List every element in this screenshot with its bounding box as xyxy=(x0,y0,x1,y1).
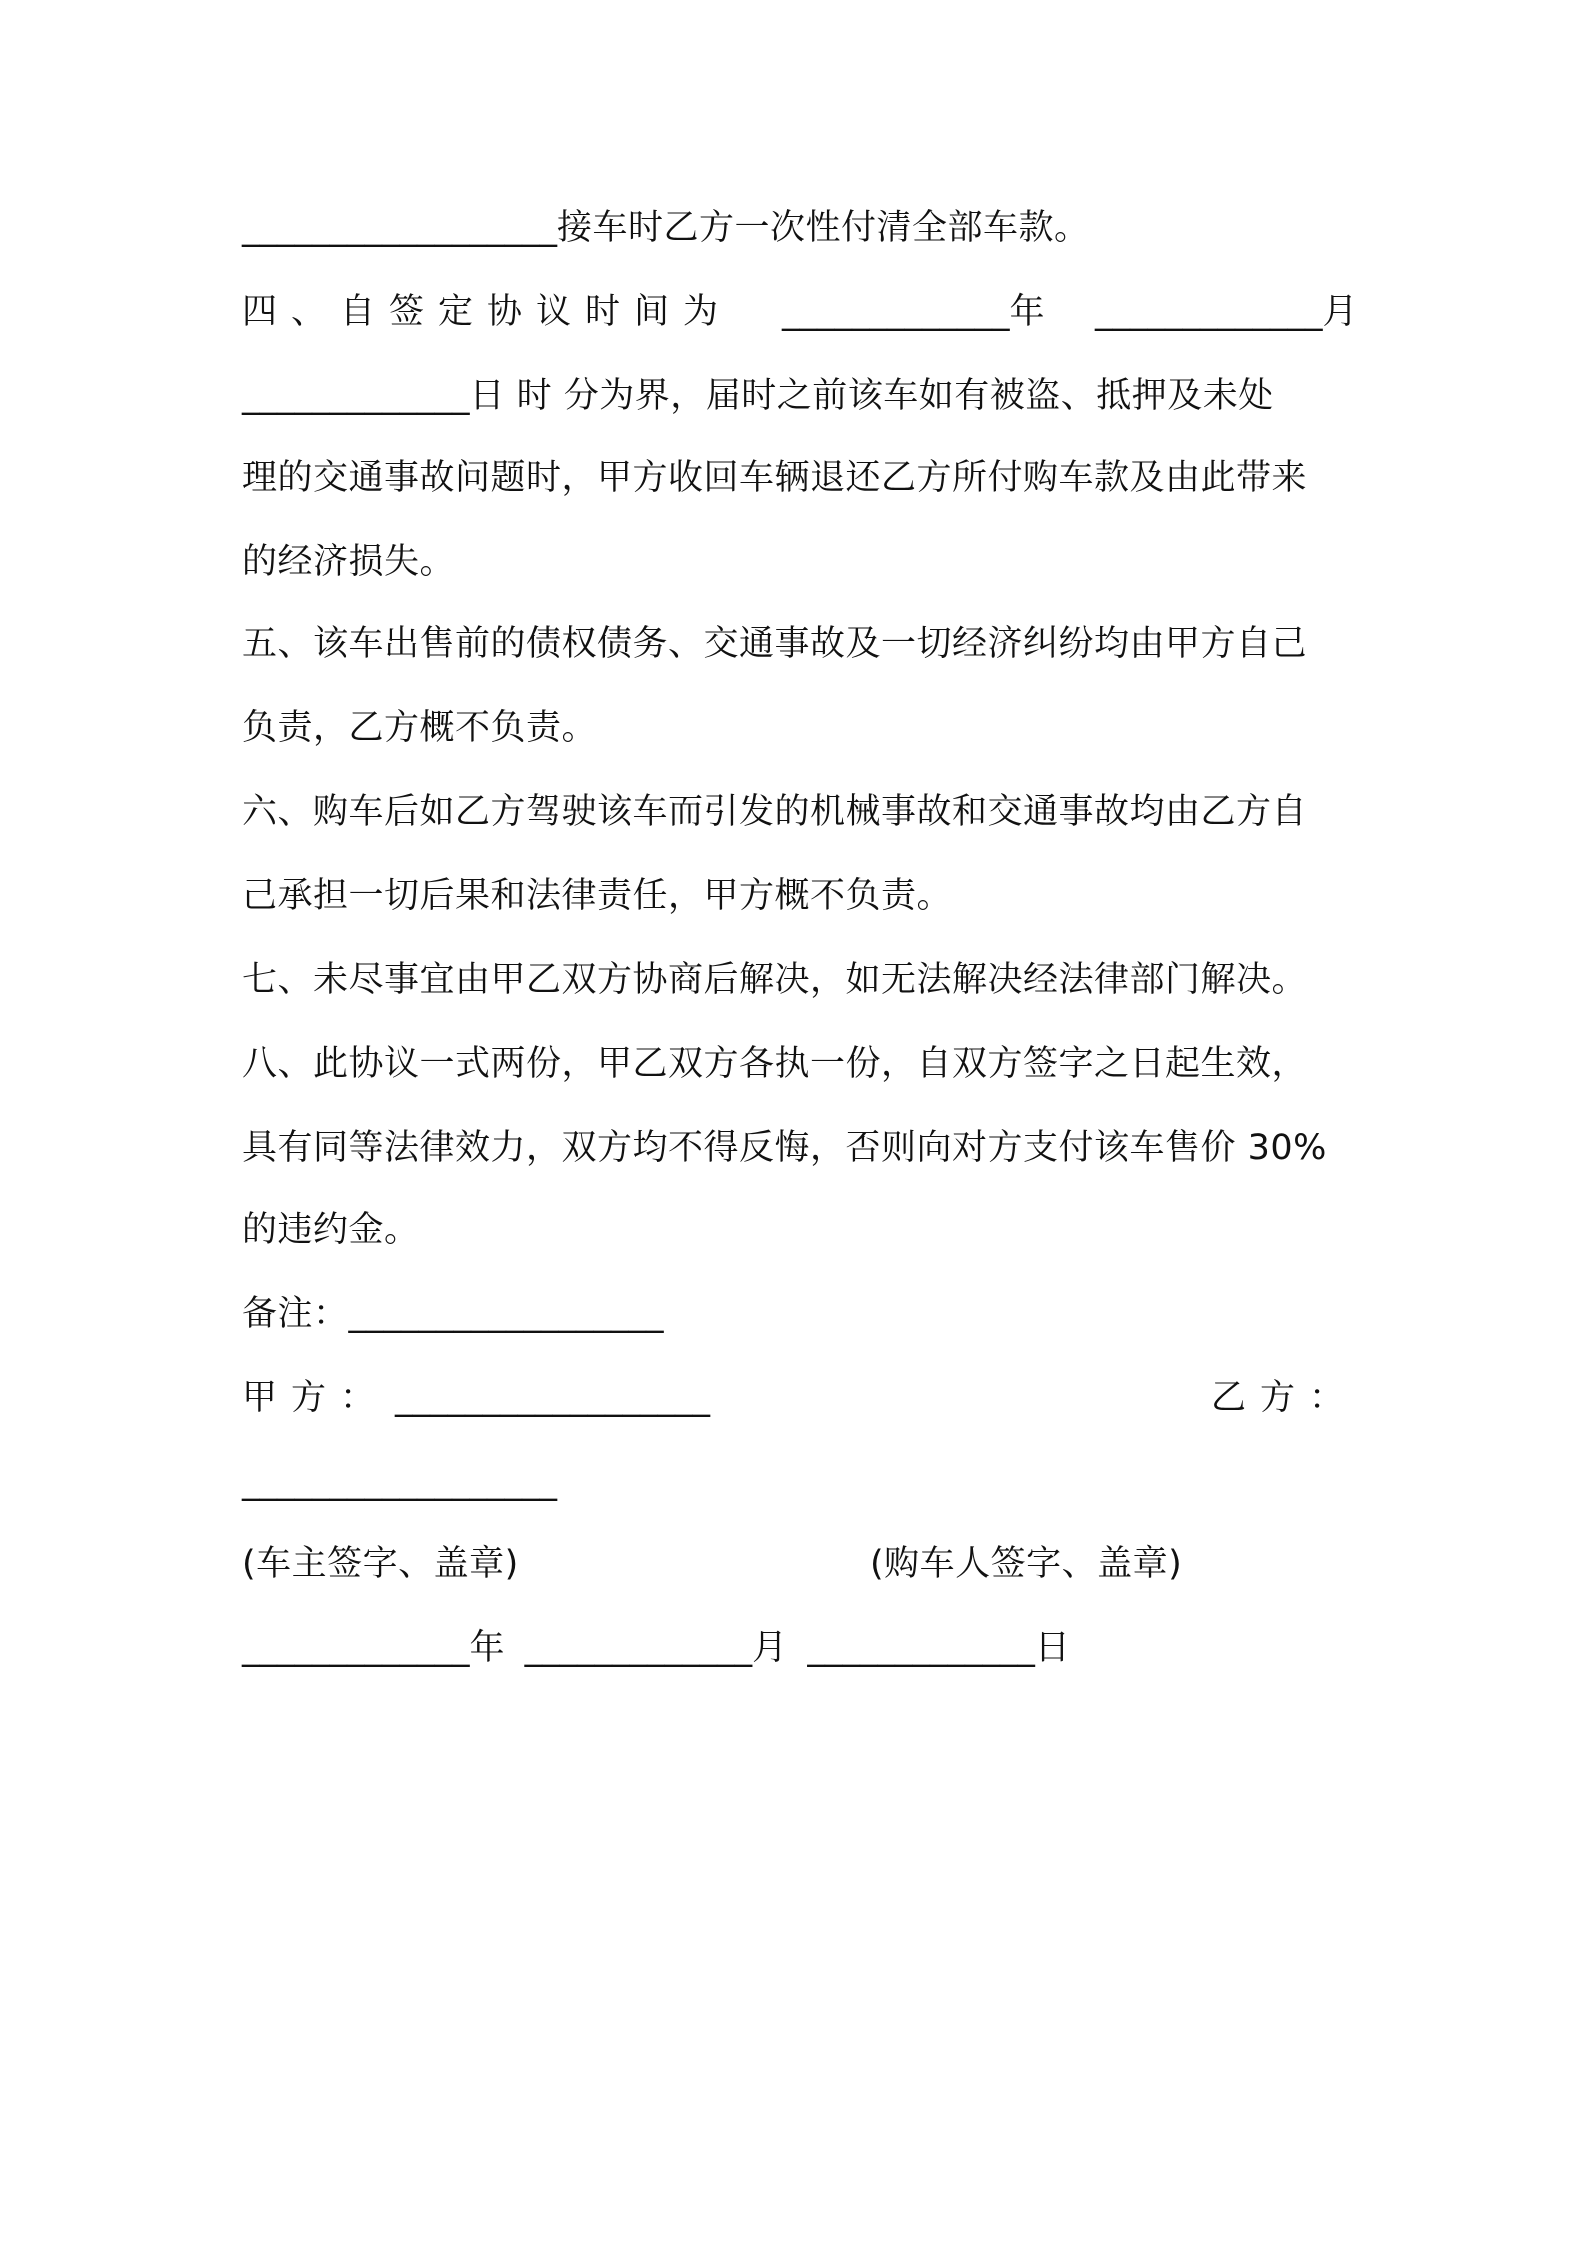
remarks-label: 备注： xyxy=(242,1294,349,1334)
clause-five-line-1 xyxy=(242,614,1358,674)
clause-eight-text-2: 具有同等法律效力，双方均不得反悔，否则向对方支付该车售价 30% xyxy=(242,1128,1327,1168)
clause-four-line-1 xyxy=(242,282,1358,342)
clause-eight-text-3: 的违约金。 xyxy=(242,1210,420,1250)
clause-four-text-3: 理的交通事故问题时，甲方收回车辆退还乙方所付购车款及由此带来 xyxy=(242,458,1308,498)
signing-year-blank[interactable]: _____________ xyxy=(242,1628,470,1668)
signing-date-line xyxy=(242,1618,1358,1678)
party-b-label: 乙方： xyxy=(1210,1378,1358,1418)
payment-clause-line xyxy=(242,198,1358,258)
signing-day-blank[interactable]: _____________ xyxy=(807,1628,1035,1668)
clause-four-label: 四、自签定协议时间为 xyxy=(242,292,733,332)
remarks-blank[interactable]: __________________ xyxy=(348,1294,664,1334)
parties-line xyxy=(242,1368,1358,1428)
clause-four-line-3 xyxy=(242,448,1358,508)
clause-eight-line-2 xyxy=(242,1118,1358,1178)
amount-blank: __________________ xyxy=(242,208,557,248)
clause-six-line-1 xyxy=(242,782,1358,842)
agreement-month-blank: _____________ xyxy=(1094,292,1323,332)
clause-five-text-2: 负责，乙方概不负责。 xyxy=(242,708,598,748)
clause-seven-text: 七、未尽事宜由甲乙双方协商后解决，如无法解决经法律部门解决。 xyxy=(242,960,1308,1000)
clause-four-line-2 xyxy=(242,366,1358,426)
signing-month-blank[interactable]: _____________ xyxy=(524,1628,753,1668)
clause-four-line-4 xyxy=(242,532,1358,592)
agreement-day-blank: _____________ xyxy=(242,376,470,416)
clause-five-line-2 xyxy=(242,698,1358,758)
signing-day-label: 日 xyxy=(1034,1628,1071,1668)
clause-six-text-1: 六、购车后如乙方驾驶该车而引发的机械事故和交通事故均由乙方自 xyxy=(242,792,1308,832)
party-a-blank[interactable]: __________________ xyxy=(395,1378,711,1418)
party-a-label: 甲方： xyxy=(242,1378,390,1418)
clause-eight-text-1: 八、此协议一式两份，甲乙双方各执一份，自双方签字之日起生效， xyxy=(242,1044,1308,1084)
clause-eight-line-3 xyxy=(242,1200,1358,1260)
signing-year-label: 年 xyxy=(469,1628,506,1668)
clause-eight-line-1 xyxy=(242,1034,1358,1094)
clause-four-text-2: 日 时 分为界，届时之前该车如有被盗、抵押及未处 xyxy=(469,376,1274,416)
buyer-signature-note: (购车人签字、盖章) xyxy=(870,1544,1183,1584)
remarks-line xyxy=(242,1284,1358,1344)
payment-clause-text: 接车时乙方一次性付清全部车款。 xyxy=(557,208,1090,248)
signature-notes-line xyxy=(242,1534,1358,1594)
clause-six-text-2: 己承担一切后果和法律责任，甲方概不负责。 xyxy=(242,876,953,916)
signing-month-label: 月 xyxy=(752,1628,788,1668)
party-b-blank[interactable]: __________________ xyxy=(242,1462,557,1502)
clause-five-text-1: 五、该车出售前的债权债务、交通事故及一切经济纠纷均由甲方自己 xyxy=(242,624,1308,664)
seller-signature-note: (车主签字、盖章) xyxy=(242,1544,519,1584)
agreement-month-label: 月 xyxy=(1322,292,1358,332)
agreement-year-blank: _____________ xyxy=(781,292,1010,332)
agreement-year-label: 年 xyxy=(1009,292,1045,332)
clause-six-line-2 xyxy=(242,866,1358,926)
clause-four-text-4: 的经济损失。 xyxy=(242,542,456,582)
clause-seven-line xyxy=(242,950,1358,1010)
party-b-blank-line xyxy=(242,1452,1358,1512)
